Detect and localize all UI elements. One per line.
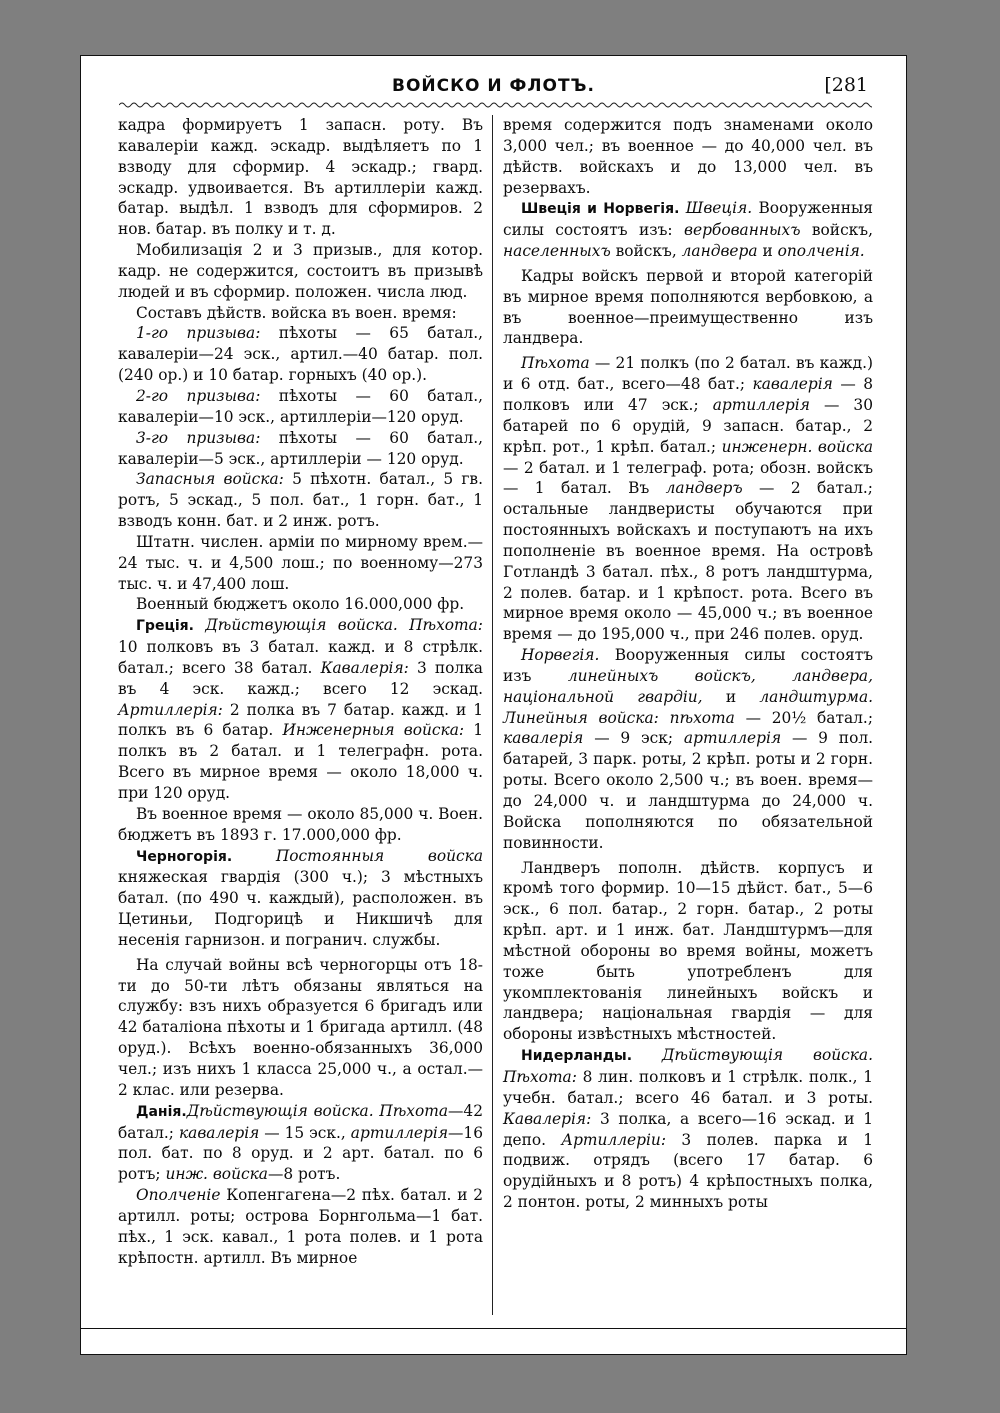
paragraph	[118, 428, 483, 470]
paragraph	[503, 266, 873, 349]
text-run: —8 ротъ.	[267, 1165, 341, 1184]
italic-term: кавалерія	[503, 729, 584, 748]
paragraph	[118, 386, 483, 428]
italic-term: населенныхъ	[503, 242, 611, 261]
text-run: кадра формируетъ 1 запасн. роту. Въ кавалеріи кажд. эскадр. выдѣляетъ по 1 взводу для сформир. 4 эскадр.; гвард. эскадр. удвоивается. Въ артиллеріи кажд. батар. выдѣл. 1 взводъ для сформиров. 2 нов. батар. въ полку и т. д.	[118, 116, 483, 239]
text-run	[232, 847, 276, 865]
text-run: — 9 пол. батарей, 3 парк. роты, 2 крѣп. роты и 2 горн. роты. Всего около 2,500 ч.; въ воен. время—до 24,000 ч. и ландштурма до 24,000 ч. Войска пополняются по обязательной повинности.	[503, 729, 873, 852]
paragraph	[503, 115, 873, 198]
italic-term: Ополченіе	[136, 1186, 221, 1205]
text-run: время содержится подъ знаменами около 3,000 чел.; въ военное — до 40,000 чел. въ дѣйств. войскахъ и до 13,000 чел. въ резервахъ.	[503, 116, 873, 197]
italic-term: кавалерія	[178, 1123, 260, 1142]
paragraph	[118, 240, 483, 303]
paragraph	[118, 532, 483, 595]
country-heading: Черногорія.	[136, 848, 233, 865]
paragraph	[118, 846, 483, 951]
text-run: Вооруженныя силы состоятъ изъ	[503, 646, 873, 685]
paragraph	[118, 115, 483, 240]
text-run: княжеская гвардія (300 ч.); 3 мѣстныхъ батал. (по 490 ч. каждый), расположен. въ Цетиньи, Подгорицѣ и Никшичѣ для несенія гарнизон. и погранич. службы.	[118, 868, 483, 949]
left-column	[118, 115, 483, 1268]
italic-term: ландвера	[681, 242, 758, 261]
text-run: Вооруженныя силы состоятъ изъ:	[503, 199, 873, 240]
italic-term: линейныхъ войскъ, ландвера, національной гвардіи,	[503, 666, 874, 706]
italic-term: Норвегія.	[521, 646, 600, 665]
text-run: пѣхоты — 65 батал., кавалеріи—24 эск., артил.—40 батар. пол. (240 ор.) и 10 батар. горныхъ (40 ор.).	[118, 324, 483, 385]
italic-term: Постоянныя войска	[275, 846, 483, 865]
text-run: войскъ,	[610, 242, 682, 261]
italic-term: ополченія.	[777, 242, 865, 261]
italic-term: кавалерія	[752, 375, 833, 394]
italic-term: Кавалерія:	[503, 1109, 592, 1128]
paragraph	[503, 353, 873, 645]
text-run: 5 пѣхотн. батал., 5 гв. ротъ, 5 эскад., 5 пол. бат., 1 горн. бат., 1 взводъ конн. бат. и 2 инж. ротъ.	[118, 470, 483, 531]
text-run	[632, 1046, 662, 1064]
italic-term: артиллерія	[350, 1123, 449, 1142]
text-run: пѣхоты — 60 батал., кавалеріи—10 эск., артиллеріи—120 оруд.	[118, 386, 483, 426]
paragraph	[503, 1045, 873, 1213]
italic-term: вербованныхъ	[684, 221, 801, 240]
italic-term: Артиллеріи:	[561, 1130, 667, 1149]
text-run: 3 полка, а всего—16 эскад. и 1 депо.	[503, 1109, 873, 1149]
italic-term: артиллерія	[712, 395, 810, 414]
country-heading: Нидерланды.	[521, 1048, 633, 1065]
paragraph	[118, 615, 483, 804]
text-run: 8 лин. полковъ и 1 стрѣлк. полк., 1 учебн. батал.; всего 46 батал. и 3 роты.	[503, 1067, 873, 1107]
italic-term: инженерн. войска	[721, 437, 873, 456]
italic-term: инж. войска	[165, 1165, 268, 1184]
text-run: — 20½ батал.;	[734, 708, 873, 727]
right-column	[503, 115, 873, 1213]
text-run: —42 батал.;	[118, 1101, 483, 1142]
text-run: 1 полкъ въ 2 батал. и 1 телеграфн. рота. Всего въ мирное время — около 18,000 ч. при 120 оруд.	[118, 721, 484, 802]
text-run: Ландверъ пополн. дѣйств. корпусъ и кромѣ того формир. 10—15 дѣйст. бат., 5—6 эск., 6 пол. батар., 2 горн. батар., 2 роты крѣп. арт. и 1 инж. бат. Ландштурмъ—для мѣстной обороны во время войны, можетъ тоже быть употребленъ для укомплектованія линейныхъ войскъ и ландвера; національная гвардія — для обороны извѣстныхъ мѣстностей.	[503, 858, 873, 1044]
paragraph	[503, 858, 873, 1046]
text-run: и	[757, 242, 778, 261]
text-run: пѣхоты — 60 батал., кавалеріи—5 эск., артиллеріи — 120 оруд.	[118, 428, 483, 468]
italic-term: Артиллерія:	[118, 700, 223, 719]
wavy-rule	[119, 100, 872, 110]
country-heading: Греція.	[136, 618, 194, 635]
paragraph	[118, 323, 483, 386]
italic-term: 3-го призыва:	[136, 428, 261, 447]
country-heading: Данія.	[136, 1103, 187, 1120]
book-page	[80, 55, 907, 1355]
text-run: Копенгагена—2 пѣх. батал. и 2 артилл. роты; острова Борнгольма—1 бат. пѣх., 1 эск. кавал., 1 рота полев. и 1 рота крѣпостн. артилл. Въ мирное	[118, 1186, 483, 1267]
italic-term: Дѣйствующія войска. Пѣхота:	[503, 1046, 873, 1086]
text-run: — 30 батарей по 6 орудій, 9 запасн. батар., 2 крѣп. рот., 1 крѣп. батал.;	[503, 395, 873, 456]
text-run: — 9 эск;	[583, 729, 684, 748]
text-run: 3 полев. парка и 1 подвиж. отрядъ (всего 17 батар. 6 орудійныхъ и 8 ротъ) 4 крѣпостныхъ полка, 2 понтон. роты, 2 минныхъ роты	[503, 1130, 873, 1212]
page-number: [281	[824, 74, 868, 96]
italic-term: ландштурма. Линейныя войска: пѣхота	[503, 687, 874, 727]
page-header	[81, 74, 906, 102]
bottom-rule	[81, 1328, 906, 1329]
italic-term: ландверъ	[665, 479, 743, 498]
text-run: На случай войны всѣ черногорцы отъ 18-ти до 50-ти лѣтъ обязаны являться на службу: взъ нихъ образуется 6 бригадъ или 42 баталіона пѣхоты и 1 бригада артилл. (48 оруд.). Всѣхъ военно-обязанныхъ 36,000 чел.; изъ нихъ 1 класса 25,000 ч., а остал.—2 клас. или резерва.	[118, 955, 483, 1099]
italic-term: Инженерныя войска:	[282, 721, 465, 740]
italic-term: Пѣхота	[521, 354, 590, 373]
italic-term: Запасныя войска:	[136, 470, 284, 489]
paragraph	[503, 198, 873, 262]
text-run: —16 пол. бат. по 8 оруд. и 2 арт. батал. по 6 ротъ;	[118, 1123, 483, 1184]
italic-term: 1-го призыва:	[136, 324, 261, 343]
text-run: войскъ,	[800, 221, 873, 240]
text-run: Военный бюджетъ около 16.000,000 фр.	[136, 595, 465, 614]
text-run: Мобилизація 2 и 3 призыв., для котор. кадр. не содержится, состоитъ въ призывѣ людей и въ сформир. положен. числа люд.	[118, 241, 483, 301]
paragraph	[118, 1185, 483, 1268]
paragraph	[118, 469, 483, 532]
paragraph	[118, 1101, 483, 1185]
italic-term: артиллерія	[683, 729, 782, 748]
italic-term: Дѣйствующія войска. Пѣхота	[186, 1101, 449, 1120]
paragraph	[118, 303, 483, 324]
paragraph	[503, 645, 873, 853]
text-run	[194, 616, 205, 634]
text-run: 3 полка въ 4 эск. кажд.; всего 12 эскад.	[118, 658, 483, 698]
running-title: ВОЙСКО И ФЛОТЪ.	[392, 76, 595, 96]
italic-term: Дѣйствующія войска. Пѣхота:	[205, 616, 483, 635]
text-run: — 2 батал.; остальные ландверисты обучаются при постоянныхъ войскахъ и поступаютъ на ихъ пополненіе въ военное время. На островѣ Готландѣ 3 батал. пѣх., 8 ротъ ландштурма, 2 полев. батар. и 1 крѣпост. рота. Всего въ мирное время около — 45,000 ч.; въ военное время — до 195,000 ч., при 246 полев. оруд.	[503, 479, 873, 644]
paragraph	[118, 955, 483, 1101]
text-run: — 2 батал. и 1 телеграф. рота; обозн. войскъ — 1 батал. Въ	[503, 458, 873, 498]
text-run: 2 полка въ 7 батар. кажд. и 1 полкъ въ 6 батар.	[118, 700, 483, 740]
text-run: 10 полковъ въ 3 батал. кажд. и 8 стрѣлк. батал.; всего 38 батал.	[118, 638, 483, 677]
text-run: Штатн. числен. арміи по мирному врем.—24 тыс. ч. и 4,500 лош.; по военному—273 тыс. ч. и 47,400 лош.	[118, 532, 483, 593]
text-run: Составъ дѣйств. войска въ воен. время:	[136, 303, 457, 322]
text-run: Кадры войскъ первой и второй категорій въ мирное время пополняются вербовкою, а въ военное—преимущественно изъ ландвера.	[503, 266, 873, 348]
text-run: Въ военное время — около 85,000 ч. Воен. бюджетъ въ 1893 г. 17.000,000 фр.	[118, 804, 483, 844]
text-run: — 21 полкъ (по 2 батал. въ кажд.) и 6 отд. бат., всего—48 бат.;	[503, 354, 873, 394]
text-run: и	[702, 687, 760, 706]
italic-term: Кавалерія:	[320, 658, 409, 677]
column-divider	[492, 115, 493, 1315]
country-heading: Швеція и Норвегія.	[521, 201, 680, 218]
paragraph	[118, 804, 483, 846]
italic-term: 2-го призыва:	[136, 386, 261, 405]
paragraph	[118, 594, 483, 615]
text-run: — 8 полковъ или 47 эск.;	[503, 375, 873, 414]
text-run: — 15 эск.,	[259, 1123, 351, 1142]
italic-term: Швеція.	[685, 199, 753, 218]
